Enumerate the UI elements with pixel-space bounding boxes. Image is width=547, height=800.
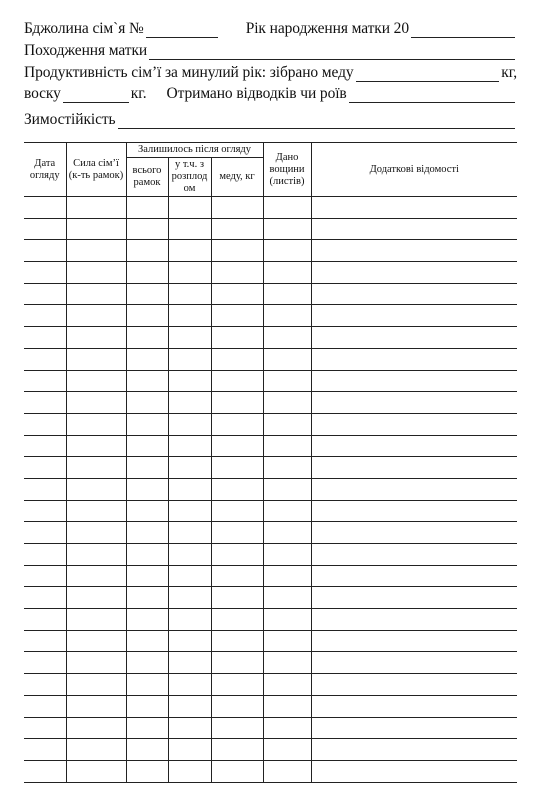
- brood-frames-cell[interactable]: [168, 305, 211, 327]
- brood-frames-cell[interactable]: [168, 457, 211, 479]
- notes-cell[interactable]: [311, 565, 517, 587]
- honey-kg-cell[interactable]: [211, 609, 263, 631]
- family-number-label: Бджолина сім`я №: [24, 20, 144, 37]
- notes-cell[interactable]: [311, 370, 517, 392]
- total-frames-cell[interactable]: [126, 717, 168, 739]
- date-cell[interactable]: [24, 739, 66, 761]
- foundation-cell[interactable]: [263, 218, 311, 240]
- notes-cell[interactable]: [311, 652, 517, 674]
- table-row: [24, 197, 517, 219]
- honey-kg-cell[interactable]: [211, 262, 263, 284]
- notes-cell[interactable]: [311, 478, 517, 500]
- table-row: [24, 500, 517, 522]
- inspection-log-body: [24, 197, 517, 783]
- strength-column-header: Сила сім’ї (к-ть рамок): [66, 143, 126, 197]
- total-frames-cell[interactable]: [126, 500, 168, 522]
- honey-kg-cell[interactable]: [211, 218, 263, 240]
- date-cell[interactable]: [24, 609, 66, 631]
- date-cell[interactable]: [24, 674, 66, 696]
- brood-frames-cell[interactable]: [168, 544, 211, 566]
- strength-cell[interactable]: [66, 305, 126, 327]
- date-cell[interactable]: [24, 413, 66, 435]
- date-cell[interactable]: [24, 305, 66, 327]
- notes-cell[interactable]: [311, 262, 517, 284]
- brood-frames-cell[interactable]: [168, 630, 211, 652]
- foundation-cell[interactable]: [263, 674, 311, 696]
- table-row: [24, 283, 517, 305]
- date-cell[interactable]: [24, 500, 66, 522]
- total-frames-cell[interactable]: [126, 435, 168, 457]
- strength-cell[interactable]: [66, 630, 126, 652]
- total-frames-cell[interactable]: [126, 348, 168, 370]
- total-frames-cell[interactable]: [126, 652, 168, 674]
- table-row: [24, 240, 517, 262]
- brood-frames-cell[interactable]: [168, 240, 211, 262]
- strength-cell[interactable]: [66, 218, 126, 240]
- date-cell[interactable]: [24, 348, 66, 370]
- foundation-cell[interactable]: [263, 478, 311, 500]
- table-row: [24, 609, 517, 631]
- honey-kg-cell[interactable]: [211, 674, 263, 696]
- foundation-cell[interactable]: [263, 522, 311, 544]
- wax-swarms-row: [24, 85, 517, 103]
- honey-kg-cell[interactable]: [211, 760, 263, 782]
- brood-frames-cell[interactable]: [168, 348, 211, 370]
- foundation-cell[interactable]: [263, 283, 311, 305]
- foundation-column-header: Дано вощини (листів): [263, 143, 311, 197]
- brood-frames-cell[interactable]: [168, 717, 211, 739]
- table-row: [24, 630, 517, 652]
- brood-frames-cell[interactable]: [168, 739, 211, 761]
- foundation-cell[interactable]: [263, 652, 311, 674]
- foundation-cell[interactable]: [263, 197, 311, 219]
- honey-kg-cell[interactable]: [211, 305, 263, 327]
- foundation-cell[interactable]: [263, 609, 311, 631]
- swarms-field[interactable]: [349, 88, 515, 103]
- honey-kg-cell[interactable]: [211, 478, 263, 500]
- date-cell[interactable]: [24, 565, 66, 587]
- total-frames-cell[interactable]: [126, 695, 168, 717]
- honey-kg-cell[interactable]: [211, 370, 263, 392]
- date-cell[interactable]: [24, 695, 66, 717]
- table-row: [24, 674, 517, 696]
- brood-frames-column-header: у т.ч. з розплод ом: [168, 158, 211, 197]
- strength-cell[interactable]: [66, 760, 126, 782]
- strength-cell[interactable]: [66, 478, 126, 500]
- total-frames-cell[interactable]: [126, 457, 168, 479]
- date-cell[interactable]: [24, 478, 66, 500]
- notes-cell[interactable]: [311, 392, 517, 414]
- total-frames-cell[interactable]: [126, 565, 168, 587]
- queen-birth-year-field[interactable]: [411, 23, 515, 38]
- total-frames-cell[interactable]: [126, 305, 168, 327]
- queen-birth-year-label: Рік народження матки 20: [245, 20, 409, 37]
- foundation-cell[interactable]: [263, 305, 311, 327]
- wax-label: воску: [24, 85, 61, 102]
- table-row: [24, 522, 517, 544]
- honey-kg-cell[interactable]: [211, 695, 263, 717]
- honey-kg-cell[interactable]: [211, 348, 263, 370]
- date-cell[interactable]: [24, 327, 66, 349]
- strength-cell[interactable]: [66, 565, 126, 587]
- strength-cell[interactable]: [66, 435, 126, 457]
- brood-frames-cell[interactable]: [168, 413, 211, 435]
- foundation-cell[interactable]: [263, 392, 311, 414]
- date-cell[interactable]: [24, 717, 66, 739]
- notes-cell[interactable]: [311, 695, 517, 717]
- foundation-cell[interactable]: [263, 739, 311, 761]
- total-frames-column-header: всього рамок: [126, 158, 168, 197]
- brood-frames-cell[interactable]: [168, 522, 211, 544]
- total-frames-cell[interactable]: [126, 327, 168, 349]
- total-frames-cell[interactable]: [126, 760, 168, 782]
- kg-unit-label: кг,: [501, 64, 517, 81]
- notes-cell[interactable]: [311, 544, 517, 566]
- strength-cell[interactable]: [66, 348, 126, 370]
- date-cell[interactable]: [24, 587, 66, 609]
- total-frames-cell[interactable]: [126, 197, 168, 219]
- honey-kg-cell[interactable]: [211, 587, 263, 609]
- brood-frames-cell[interactable]: [168, 609, 211, 631]
- strength-cell[interactable]: [66, 544, 126, 566]
- notes-cell[interactable]: [311, 717, 517, 739]
- honey-kg-cell[interactable]: [211, 457, 263, 479]
- brood-frames-cell[interactable]: [168, 435, 211, 457]
- total-frames-cell[interactable]: [126, 240, 168, 262]
- honey-kg-cell[interactable]: [211, 739, 263, 761]
- notes-column-header: Додаткові відомості: [311, 143, 517, 197]
- strength-cell[interactable]: [66, 587, 126, 609]
- winter-hardiness-field[interactable]: [118, 114, 515, 129]
- brood-frames-cell[interactable]: [168, 500, 211, 522]
- family-number-row: [24, 20, 517, 38]
- strength-cell[interactable]: [66, 370, 126, 392]
- honey-collected-field[interactable]: [356, 67, 500, 82]
- notes-cell[interactable]: [311, 674, 517, 696]
- total-frames-cell[interactable]: [126, 587, 168, 609]
- date-cell[interactable]: [24, 283, 66, 305]
- brood-frames-cell[interactable]: [168, 262, 211, 284]
- productivity-label: Продуктивність сім’ї за минулий рік: зібрано меду: [24, 64, 354, 81]
- table-row: [24, 717, 517, 739]
- honey-kg-cell[interactable]: [211, 652, 263, 674]
- foundation-cell[interactable]: [263, 544, 311, 566]
- honey-kg-cell[interactable]: [211, 565, 263, 587]
- brood-frames-cell[interactable]: [168, 478, 211, 500]
- date-cell[interactable]: [24, 435, 66, 457]
- date-cell[interactable]: [24, 197, 66, 219]
- brood-frames-cell[interactable]: [168, 652, 211, 674]
- notes-cell[interactable]: [311, 587, 517, 609]
- strength-cell[interactable]: [66, 609, 126, 631]
- foundation-cell[interactable]: [263, 435, 311, 457]
- brood-frames-cell[interactable]: [168, 587, 211, 609]
- strength-cell[interactable]: [66, 262, 126, 284]
- brood-frames-cell[interactable]: [168, 370, 211, 392]
- swarms-label: Отримано відводків чи роїв: [166, 85, 347, 102]
- wax-kg-unit-label: кг.: [130, 85, 147, 102]
- strength-cell[interactable]: [66, 652, 126, 674]
- honey-kg-cell[interactable]: [211, 500, 263, 522]
- queen-origin-row: [24, 42, 517, 60]
- strength-cell[interactable]: [66, 392, 126, 414]
- winter-hardiness-row: [24, 111, 517, 129]
- table-row: [24, 435, 517, 457]
- notes-cell[interactable]: [311, 283, 517, 305]
- inspection-log-table: [24, 142, 517, 783]
- table-row: [24, 413, 517, 435]
- total-frames-cell[interactable]: [126, 392, 168, 414]
- table-row: [24, 327, 517, 349]
- strength-cell[interactable]: [66, 327, 126, 349]
- strength-cell[interactable]: [66, 522, 126, 544]
- total-frames-cell[interactable]: [126, 283, 168, 305]
- date-cell[interactable]: [24, 262, 66, 284]
- honey-kg-cell[interactable]: [211, 435, 263, 457]
- total-frames-cell[interactable]: [126, 609, 168, 631]
- foundation-cell[interactable]: [263, 500, 311, 522]
- queen-origin-label: Походження матки: [24, 42, 148, 59]
- honey-kg-column-header: меду, кг: [211, 158, 263, 197]
- foundation-cell[interactable]: [263, 630, 311, 652]
- strength-cell[interactable]: [66, 197, 126, 219]
- table-row: [24, 587, 517, 609]
- total-frames-cell[interactable]: [126, 674, 168, 696]
- notes-cell[interactable]: [311, 305, 517, 327]
- brood-frames-cell[interactable]: [168, 283, 211, 305]
- strength-cell[interactable]: [66, 717, 126, 739]
- notes-cell[interactable]: [311, 435, 517, 457]
- honey-kg-cell[interactable]: [211, 197, 263, 219]
- honey-kg-cell[interactable]: [211, 630, 263, 652]
- notes-cell[interactable]: [311, 327, 517, 349]
- foundation-cell[interactable]: [263, 327, 311, 349]
- table-row: [24, 652, 517, 674]
- notes-cell[interactable]: [311, 240, 517, 262]
- table-row: [24, 305, 517, 327]
- brood-frames-cell[interactable]: [168, 674, 211, 696]
- honey-kg-cell[interactable]: [211, 413, 263, 435]
- table-row: [24, 348, 517, 370]
- foundation-cell[interactable]: [263, 348, 311, 370]
- foundation-cell[interactable]: [263, 240, 311, 262]
- foundation-cell[interactable]: [263, 695, 311, 717]
- notes-cell[interactable]: [311, 609, 517, 631]
- foundation-cell[interactable]: [263, 370, 311, 392]
- brood-frames-cell[interactable]: [168, 197, 211, 219]
- table-row: [24, 544, 517, 566]
- honey-kg-cell[interactable]: [211, 240, 263, 262]
- brood-frames-cell[interactable]: [168, 565, 211, 587]
- total-frames-cell[interactable]: [126, 262, 168, 284]
- brood-frames-cell[interactable]: [168, 695, 211, 717]
- total-frames-cell[interactable]: [126, 544, 168, 566]
- table-row: [24, 478, 517, 500]
- honey-kg-cell[interactable]: [211, 522, 263, 544]
- table-row: [24, 262, 517, 284]
- wax-amount-field[interactable]: [63, 88, 129, 103]
- brood-frames-cell[interactable]: [168, 218, 211, 240]
- strength-cell[interactable]: [66, 240, 126, 262]
- honey-kg-cell[interactable]: [211, 392, 263, 414]
- strength-cell[interactable]: [66, 695, 126, 717]
- family-number-field[interactable]: [146, 23, 218, 38]
- notes-cell[interactable]: [311, 500, 517, 522]
- date-cell[interactable]: [24, 218, 66, 240]
- date-cell[interactable]: [24, 392, 66, 414]
- notes-cell[interactable]: [311, 218, 517, 240]
- notes-cell[interactable]: [311, 760, 517, 782]
- total-frames-cell[interactable]: [126, 370, 168, 392]
- table-row: [24, 392, 517, 414]
- productivity-row: [24, 64, 517, 82]
- foundation-cell[interactable]: [263, 760, 311, 782]
- winter-hardiness-label: Зимостійкість: [24, 111, 116, 128]
- table-row: [24, 565, 517, 587]
- notes-cell[interactable]: [311, 630, 517, 652]
- notes-cell[interactable]: [311, 739, 517, 761]
- foundation-cell[interactable]: [263, 717, 311, 739]
- notes-cell[interactable]: [311, 522, 517, 544]
- notes-cell[interactable]: [311, 413, 517, 435]
- total-frames-cell[interactable]: [126, 478, 168, 500]
- brood-frames-cell[interactable]: [168, 327, 211, 349]
- strength-cell[interactable]: [66, 674, 126, 696]
- table-row: [24, 695, 517, 717]
- strength-cell[interactable]: [66, 283, 126, 305]
- date-cell[interactable]: [24, 370, 66, 392]
- total-frames-cell[interactable]: [126, 522, 168, 544]
- date-cell[interactable]: [24, 457, 66, 479]
- total-frames-cell[interactable]: [126, 630, 168, 652]
- table-row: [24, 739, 517, 761]
- strength-cell[interactable]: [66, 413, 126, 435]
- strength-cell[interactable]: [66, 739, 126, 761]
- foundation-cell[interactable]: [263, 457, 311, 479]
- total-frames-cell[interactable]: [126, 413, 168, 435]
- table-row: [24, 457, 517, 479]
- notes-cell[interactable]: [311, 197, 517, 219]
- brood-frames-cell[interactable]: [168, 760, 211, 782]
- honey-kg-cell[interactable]: [211, 544, 263, 566]
- total-frames-cell[interactable]: [126, 218, 168, 240]
- notes-cell[interactable]: [311, 457, 517, 479]
- date-cell[interactable]: [24, 522, 66, 544]
- strength-cell[interactable]: [66, 457, 126, 479]
- foundation-cell[interactable]: [263, 565, 311, 587]
- date-cell[interactable]: [24, 240, 66, 262]
- brood-frames-cell[interactable]: [168, 392, 211, 414]
- strength-cell[interactable]: [66, 500, 126, 522]
- honey-kg-cell[interactable]: [211, 283, 263, 305]
- date-cell[interactable]: [24, 630, 66, 652]
- queen-origin-field[interactable]: [149, 45, 515, 60]
- date-cell[interactable]: [24, 544, 66, 566]
- date-cell[interactable]: [24, 652, 66, 674]
- foundation-cell[interactable]: [263, 262, 311, 284]
- remaining-group-header: Залишилось після огляду: [126, 143, 263, 158]
- foundation-cell[interactable]: [263, 413, 311, 435]
- date-column-header: Дата огляду: [24, 143, 66, 197]
- honey-kg-cell[interactable]: [211, 327, 263, 349]
- total-frames-cell[interactable]: [126, 739, 168, 761]
- table-row: [24, 760, 517, 782]
- honey-kg-cell[interactable]: [211, 717, 263, 739]
- table-row: [24, 218, 517, 240]
- foundation-cell[interactable]: [263, 587, 311, 609]
- table-row: [24, 370, 517, 392]
- date-cell[interactable]: [24, 760, 66, 782]
- notes-cell[interactable]: [311, 348, 517, 370]
